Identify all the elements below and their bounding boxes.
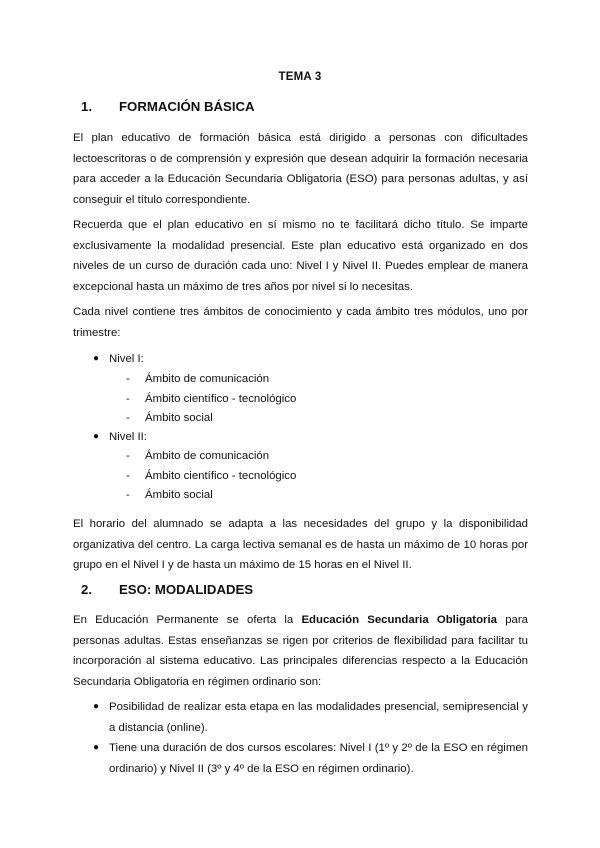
level-2-item-3: Ámbito social bbox=[145, 489, 213, 501]
level-1-item-2: Ámbito científico - tecnológico bbox=[145, 393, 297, 405]
section-2-p1-before: En Educación Permanente se oferta la bbox=[73, 614, 302, 626]
list-dash: - bbox=[126, 393, 130, 405]
level-1-item-3: Ámbito social bbox=[145, 412, 213, 424]
section-1-paragraph-3: Cada nivel contiene tres ámbitos de conocimiento y cada ámbito tres módulos, uno por trimestre: bbox=[73, 306, 528, 339]
section-2-p1-bold: Educación Secundaria Obligatoria bbox=[301, 614, 497, 626]
list-bullet: ● bbox=[93, 353, 100, 364]
level-2-label: Nivel II: bbox=[109, 431, 147, 443]
level-2-item-1: Ámbito de comunicación bbox=[145, 450, 270, 462]
list-dash: - bbox=[126, 373, 130, 385]
section-2-p1-after: para personas adultas. Estas enseñanzas se rigen por criterios de flexibilidad para facilitar tu incorporación al sistema educativo. Las principales diferencias respecto a la Educación Secundaria Obligatoria en régimen ordinario son: bbox=[73, 614, 528, 689]
list-dash: - bbox=[126, 412, 130, 424]
level-2-item-2: Ámbito científico - tecnológico bbox=[145, 470, 297, 482]
section-2-bullet-1: Posibilidad de realizar esta etapa en las modalidades presencial, semipresencial y a distancia (online). bbox=[109, 701, 528, 734]
section-2-heading bbox=[81, 582, 253, 597]
section-1-paragraph-2: Recuerda que el plan educativo en sí mismo no te facilitará dicho título. Se imparte exclusivamente la modalidad presencial. Este plan educativo está organizado en dos niveles de un curso de duración cada uno: Nivel I y Nivel II. Puedes emplear de manera excepcional hasta un máximo de tres años por nivel si lo necesitas. bbox=[73, 219, 528, 294]
list-dash: - bbox=[126, 470, 130, 482]
list-bullet: ● bbox=[93, 742, 100, 753]
level-1-label: Nivel I: bbox=[109, 353, 144, 365]
section-2-paragraph-1 bbox=[73, 610, 528, 693]
list-bullet: ● bbox=[93, 701, 100, 712]
level-1-item-1: Ámbito de comunicación bbox=[145, 373, 270, 385]
list-dash: - bbox=[126, 450, 130, 462]
section-1-heading bbox=[81, 99, 255, 114]
section-2-title: ESO: MODALIDADES bbox=[119, 582, 254, 597]
section-1-number: 1. bbox=[81, 99, 92, 114]
section-1-title: FORMACIÓN BÁSICA bbox=[119, 99, 255, 114]
section-1-paragraph-1: El plan educativo de formación básica está dirigido a personas con dificultades lectoescritoras o de comprensión y expresión que desean adquirir la formación necesaria para acceder a la Educación Secundaria Obligatoria (ESO) para personas adultas, y así conseguir el título correspondiente. bbox=[73, 132, 528, 207]
section-1-paragraph-4: El horario del alumnado se adapta a las necesidades del grupo y la disponibilidad organizativa del centro. La carga lectiva semanal es de hasta un máximo de 10 horas por grupo en el Nivel I y de hasta un máximo de 15 horas en el Nivel II. bbox=[73, 518, 528, 572]
list-dash: - bbox=[126, 489, 130, 501]
document-title: TEMA 3 bbox=[278, 71, 322, 83]
section-2-number: 2. bbox=[81, 582, 92, 597]
section-2-bullet-2: Tiene una duración de dos cursos escolares: Nivel I (1º y 2º de la ESO en régimen ordinario) y Nivel II (3º y 4º de la ESO en régimen ordinario). bbox=[109, 742, 528, 775]
list-bullet: ● bbox=[93, 431, 100, 442]
